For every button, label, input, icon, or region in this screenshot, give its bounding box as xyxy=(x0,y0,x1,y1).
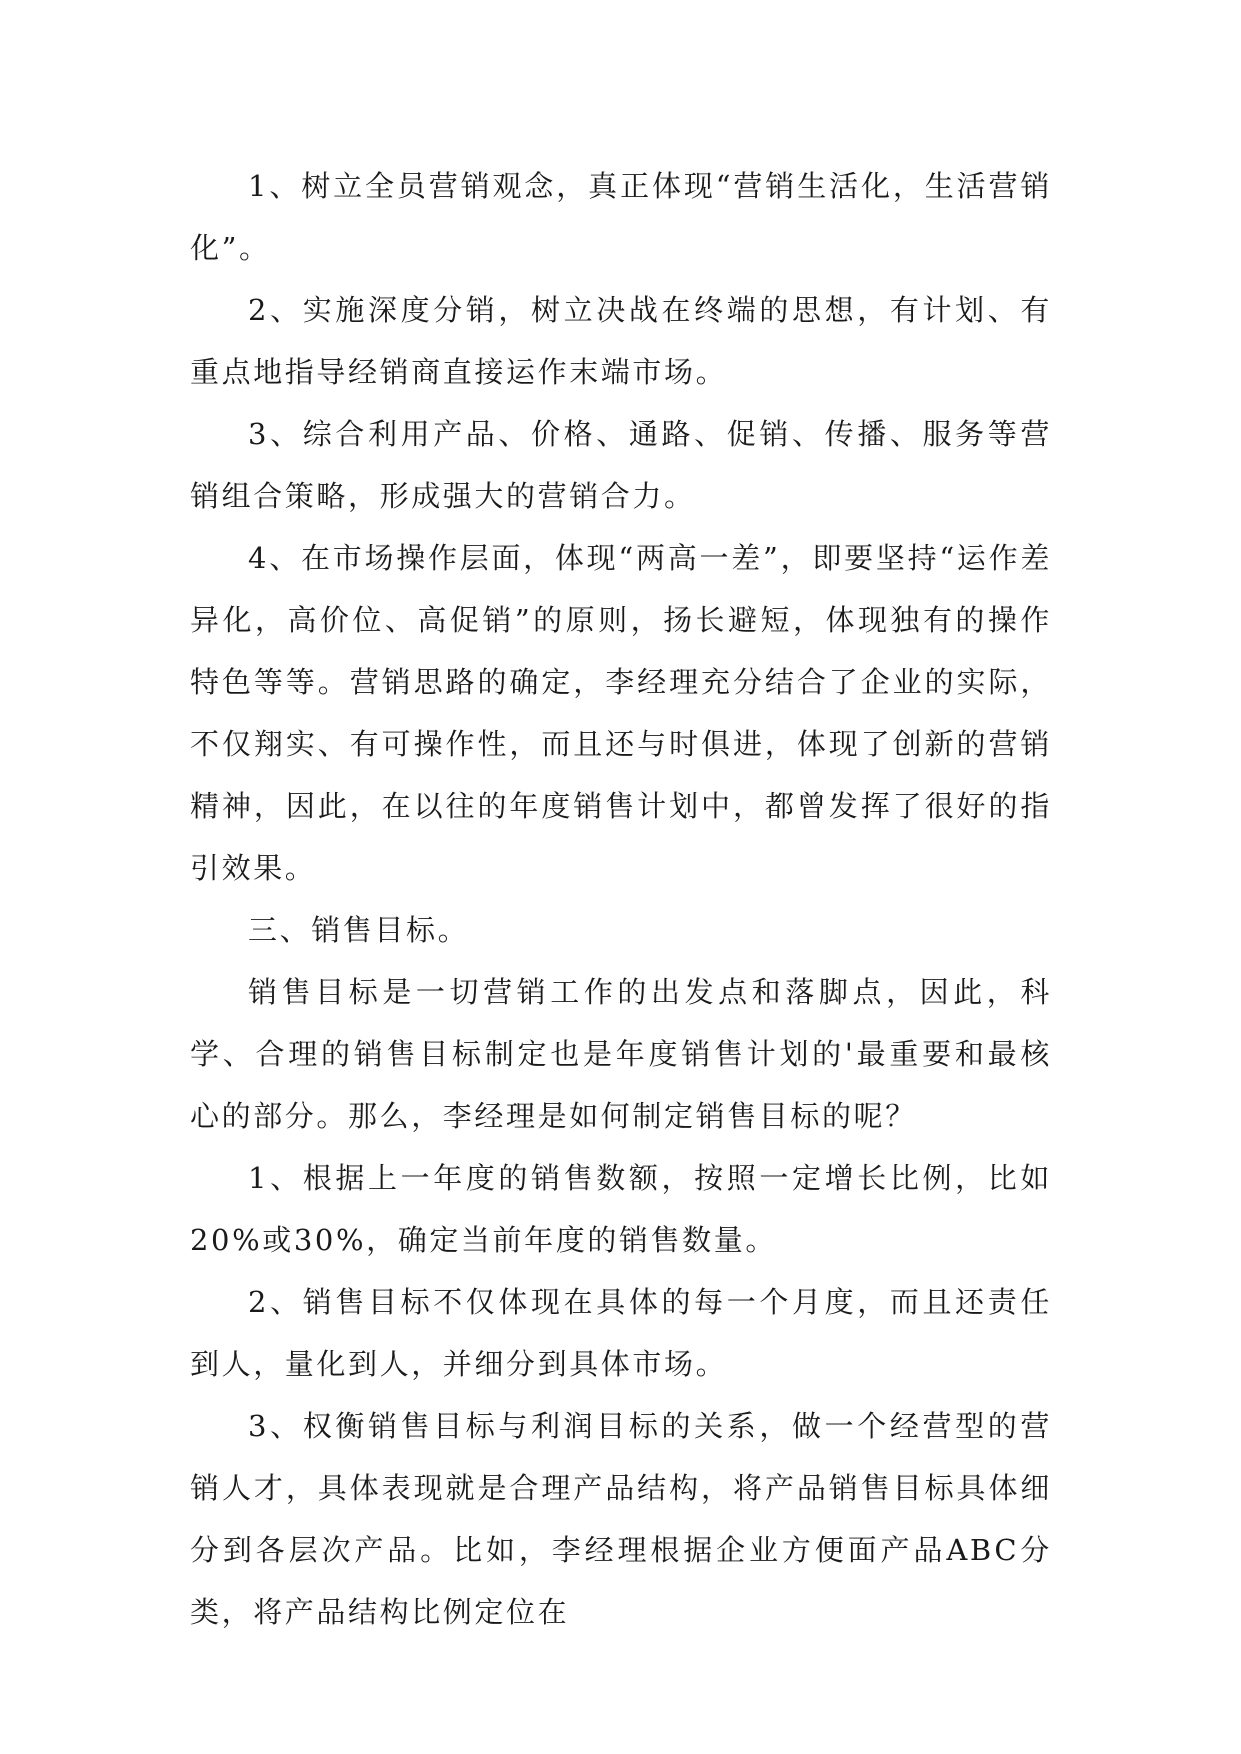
paragraph-9: 3、权衡销售目标与利润目标的关系，做一个经营型的营销人才，具体表现就是合理产品结构，将产品销售目标具体细分到各层次产品。比如，李经理根据企业方便面产品ABC分类，将产品结构比例定位在 xyxy=(190,1409,1052,1629)
paragraph-8: 2、销售目标不仅体现在具体的每一个月度，而且还责任到人，量化到人，并细分到具体市场。 xyxy=(190,1285,1052,1381)
paragraph-2: 2、实施深度分销，树立决战在终端的思想，有计划、有重点地指导经销商直接运作末端市场。 xyxy=(190,293,1052,389)
paragraph-1: 1、树立全员营销观念，真正体现“营销生活化，生活营销化”。 xyxy=(190,169,1052,265)
document-page xyxy=(190,155,1052,1643)
paragraph-3: 3、综合利用产品、价格、通路、促销、传播、服务等营销组合策略，形成强大的营销合力。 xyxy=(190,417,1052,513)
section-heading: 三、销售目标。 xyxy=(248,913,470,947)
paragraph-7: 1、根据上一年度的销售数额，按照一定增长比例，比如20%或30%，确定当前年度的销售数量。 xyxy=(190,1161,1052,1257)
paragraph-6: 销售目标是一切营销工作的出发点和落脚点，因此，科学、合理的销售目标制定也是年度销售计划的'最重要和最核心的部分。那么，李经理是如何制定销售目标的呢？ xyxy=(190,975,1052,1133)
paragraph-4: 4、在市场操作层面，体现“两高一差”，即要坚持“运作差异化，高价位、高促销”的原则，扬长避短，体现独有的操作特色等等。营销思路的确定，李经理充分结合了企业的实际，不仅翔实、有可操作性，而且还与时俱进，体现了创新的营销精神，因此，在以往的年度销售计划中，都曾发挥了很好的指引效果。 xyxy=(190,541,1052,885)
